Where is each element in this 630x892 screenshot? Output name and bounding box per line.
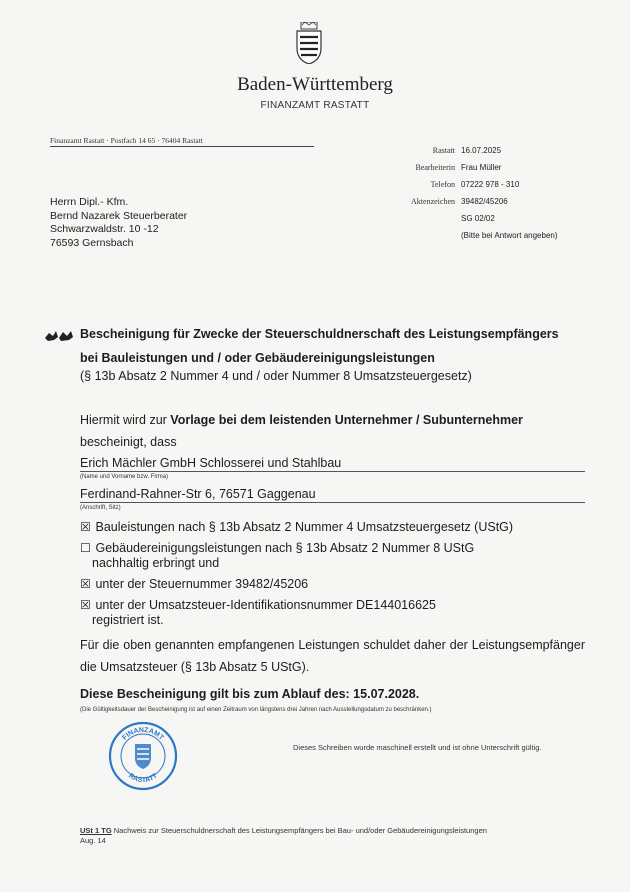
- intro-paragraph: [80, 409, 585, 453]
- state-lions-icon: [44, 328, 74, 342]
- recipient-line: Schwarzwaldstr. 10 -12: [50, 223, 159, 235]
- meta-value: 16.07.2025: [461, 146, 502, 155]
- checkbox-checked-icon: ☒: [80, 577, 91, 591]
- form-edition: Aug. 14: [80, 836, 106, 845]
- sender-line: Finanzamt Rastatt · Postfach 14 65 · 76404 Rastatt: [50, 136, 314, 147]
- meta-value: Frau Müller: [461, 163, 502, 172]
- check-text: unter der Steuernummer 39482/45206: [95, 577, 309, 591]
- meta-label: Aktenzeichen: [411, 197, 455, 206]
- state-coat-of-arms-icon: [295, 22, 323, 64]
- company-address: Ferdinand-Rahner-Str 6, 76571 Gaggenau: [80, 487, 585, 503]
- office-name: FINANZAMT RASTATT: [260, 100, 370, 111]
- check-tax-number: [80, 577, 308, 592]
- intro-bold: Vorlage bei dem leistenden Unternehmer / Subunternehmer: [170, 413, 523, 427]
- checkbox-checked-icon: ☒: [80, 520, 91, 534]
- meta-value: 39482/45206: [461, 197, 508, 206]
- meta-value: SG 02/02: [461, 214, 495, 223]
- meta-label: [330, 214, 461, 231]
- recipient-address: [50, 196, 187, 250]
- meta-label: Rastatt: [432, 146, 455, 155]
- conclusion-paragraph: Für die oben genannten empfangenen Leistungen schuldet daher der Leistungsempfänger die Umsatzsteuer (§ 13b Absatz 5 UStG).: [80, 638, 585, 674]
- validity-statement: Diese Bescheinigung gilt bis zum Ablauf des: 15.07.2028.: [80, 687, 420, 701]
- office-stamp: [107, 720, 179, 792]
- form-description: Nachweis zur Steuerschuldnerschaft des Leistungsempfängers bei Bau- und/oder Gebäudereinigungsleistungen: [113, 826, 487, 835]
- checkbox-checked-icon: ☒: [80, 598, 91, 612]
- meta-value: (Bitte bei Antwort angeben): [461, 231, 558, 240]
- intro-prefix: Hiermit wird zur: [80, 413, 167, 427]
- document-title: [80, 322, 590, 370]
- title-line-1: Bescheinigung für Zwecke der Steuerschuldnerschaft des Leistungsempfängers: [80, 327, 559, 341]
- reference-block: [330, 146, 558, 248]
- check-construction: [80, 520, 513, 535]
- state-name: Baden-Württemberg: [237, 74, 393, 95]
- checkbox-unchecked-icon: ☐: [80, 541, 91, 555]
- check-continuation: registriert ist.: [92, 613, 164, 627]
- svg-text:RASTATT: [127, 772, 159, 784]
- company-name-caption: (Name und Vorname bzw. Firma): [80, 474, 169, 480]
- meta-value: 07222 978 - 310: [461, 180, 520, 189]
- form-footer: [80, 826, 487, 846]
- company-name: Erich Mächler GmbH Schlosserei und Stahlbau: [80, 456, 585, 472]
- recipient-line: 76593 Gernsbach: [50, 236, 134, 249]
- check-cleaning: [80, 541, 474, 571]
- stamp-top-text: FINANZAMT: [121, 726, 165, 742]
- title-line-2: bei Bauleistungen und / oder Gebäudereinigungsleistungen: [80, 351, 435, 365]
- intro-suffix: bescheinigt, dass: [80, 435, 177, 449]
- validity-note: (Die Gültigkeitsdauer der Bescheinigung ist auf einen Zeitraum von längstens drei Jahren nach Ausstellungsdatum zu beschränken.): [80, 707, 432, 713]
- check-text: Bauleistungen nach § 13b Absatz 2 Nummer 4 Umsatzsteuergesetz (UStG): [95, 520, 514, 534]
- meta-label: [330, 231, 461, 248]
- recipient-line: Herrn Dipl.- Kfm.: [50, 196, 129, 208]
- check-text: Gebäudereinigungsleistungen nach § 13b Absatz 2 Nummer 8 UStG: [95, 541, 475, 555]
- meta-label: Telefon: [430, 180, 455, 189]
- machine-generated-note: Dieses Schreiben wurde maschinell erstellt und ist ohne Unterschrift gültig.: [293, 743, 542, 752]
- recipient-line: Bernd Nazarek Steuerberater: [50, 209, 188, 222]
- meta-label: Bearbeiterin: [415, 163, 455, 172]
- svg-text:FINANZAMT: [121, 727, 165, 742]
- form-code: USt 1 TG: [80, 826, 112, 835]
- check-continuation: nachhaltig erbringt und: [92, 556, 220, 570]
- check-vat-id: [80, 598, 436, 628]
- stamp-bottom-text: RASTATT: [127, 772, 159, 785]
- check-text: unter der Umsatzsteuer-Identifikationsnummer DE144016625: [95, 598, 436, 612]
- legal-reference: (§ 13b Absatz 2 Nummer 4 und / oder Nummer 8 Umsatzsteuergesetz): [80, 369, 472, 383]
- company-address-caption: (Anschrift, Sitz): [80, 505, 121, 511]
